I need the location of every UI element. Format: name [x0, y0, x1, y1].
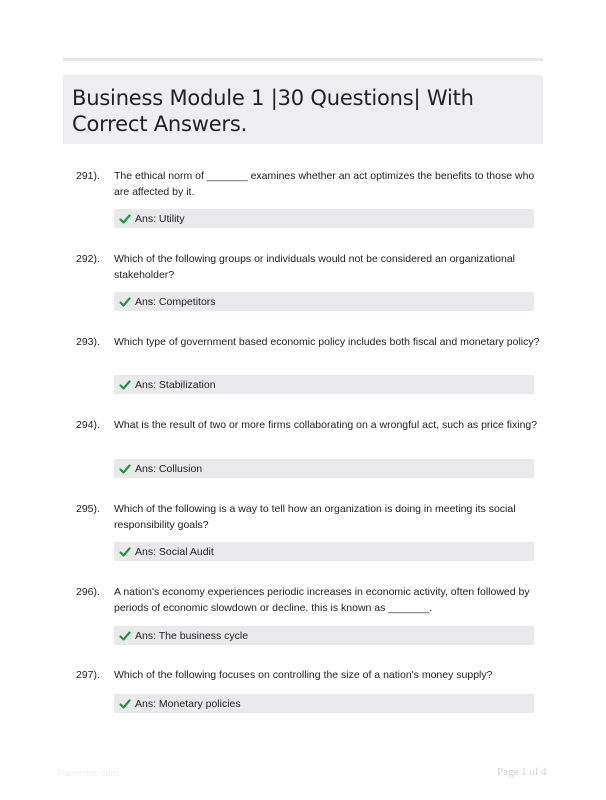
question-text: Which of the following is a way to tell how an organization is doing in meeting its social responsibility goals?	[114, 503, 516, 531]
answer-text: Ans: Stabilization	[135, 378, 216, 391]
question-text: Which type of government based economic policy includes both fiscal and monetary policy?	[114, 336, 540, 348]
top-rule	[63, 58, 543, 61]
question-number: 293).	[76, 336, 100, 348]
question-number: 294).	[76, 419, 100, 431]
question-text: A nation's economy experiences periodic increases in economic activity, often followed by periods of economic slowdown or decline. this is known as _______.	[114, 586, 530, 614]
checkmark-icon	[119, 463, 131, 475]
question-text: What is the result of two or more firms collaborating on a wrongful act, such as price fixing?	[114, 419, 538, 431]
checkmark-icon	[119, 546, 131, 558]
footer-page-number: Page 1 of 4	[497, 766, 547, 778]
checkmark-icon	[119, 698, 131, 710]
title-box	[63, 75, 543, 144]
question-number: 292).	[76, 253, 100, 265]
checkmark-icon	[119, 379, 131, 391]
answer-box	[114, 542, 534, 561]
answer-box	[114, 209, 534, 228]
answer-box	[114, 292, 534, 311]
answer-text: Ans: Utility	[135, 212, 185, 225]
answer-box	[114, 375, 534, 394]
answer-box	[114, 459, 534, 478]
answer-box	[114, 694, 534, 713]
question-text: The ethical norm of _______ examines whether an act optimizes the benefits to those who are affected by it.	[114, 170, 535, 198]
question-text: Which of the following groups or individuals would not be considered an organizational stakeholder?	[114, 253, 515, 281]
footer-site-watermark: Paperstuc.com	[58, 768, 119, 778]
question-text: Which of the following focuses on controlling the size of a nation's money supply?	[114, 669, 493, 681]
answer-text: Ans: Monetary policies	[135, 697, 241, 710]
checkmark-icon	[119, 296, 131, 308]
answer-box	[114, 626, 534, 645]
answer-text: Ans: Competitors	[135, 295, 216, 308]
answer-text: Ans: The business cycle	[135, 629, 249, 642]
question-number: 296).	[76, 586, 100, 598]
answer-text: Ans: Social Audit	[135, 545, 214, 558]
question-number: 297).	[76, 669, 100, 681]
answer-text: Ans: Collusion	[135, 462, 203, 475]
checkmark-icon	[119, 630, 131, 642]
question-number: 291).	[76, 170, 100, 182]
checkmark-icon	[119, 213, 131, 225]
document-title: Business Module 1 |30 Questions| With Correct Answers.	[72, 86, 474, 136]
question-number: 295).	[76, 503, 100, 515]
